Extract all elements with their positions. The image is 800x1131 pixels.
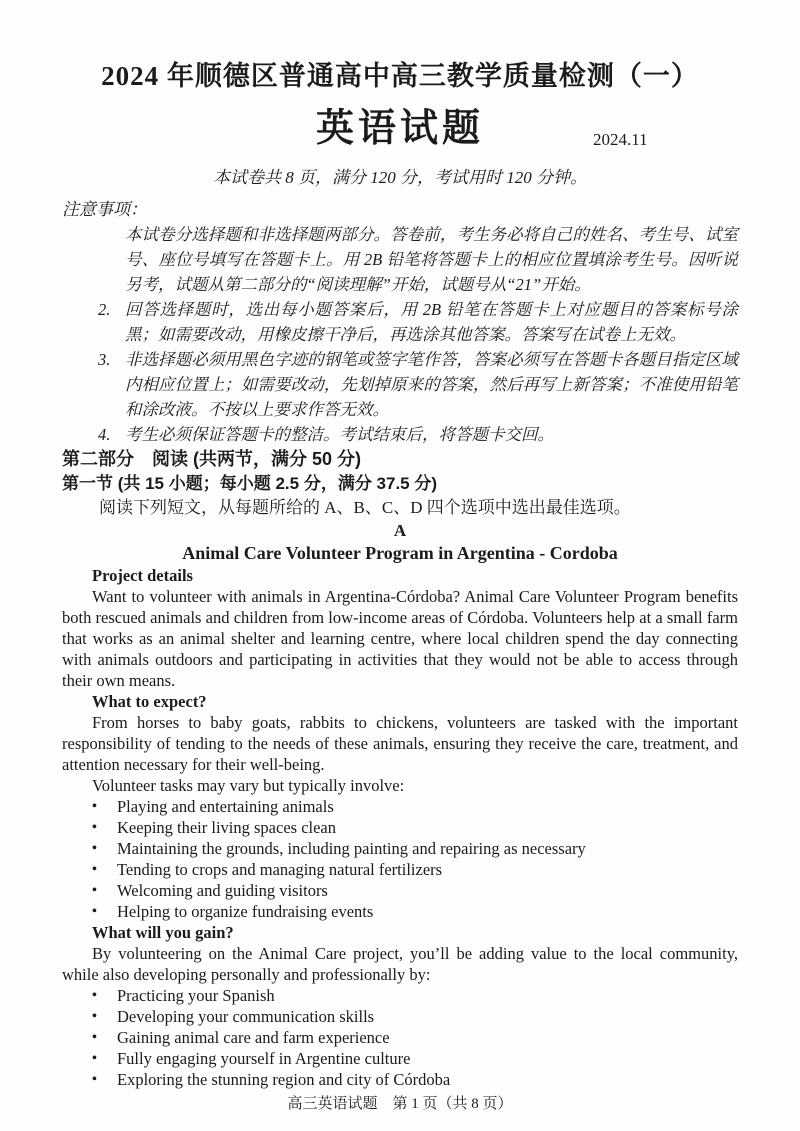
note-item-1 [62,222,738,297]
note-number: 4. [98,425,111,444]
task-text: Welcoming and guiding visitors [117,881,328,900]
bullet-icon: • [92,1030,97,1045]
task-text: Tending to crops and managing natural fertilizers [117,860,443,879]
bullet-icon: • [92,1009,97,1024]
passage-label-a: A [393,521,407,540]
gain-list-item [62,1027,738,1048]
paper-info: 本试卷共 8 页，满分 120 分，考试用时 120 分钟。 [213,168,587,187]
task-list-item [62,817,738,838]
note-text: 考生必须保证答题卡的整洁。考试结束后，将答题卡交回。 [125,425,554,444]
bullet-icon: • [92,988,97,1003]
task-text: Maintaining the grounds, including painting and repairing as necessary [117,839,586,858]
section1-heading: 第一节 (共 15 小题；每小题 2.5 分，满分 37.5 分) [62,474,438,493]
gain-list-item [62,1048,738,1069]
bullet-icon: • [92,1051,97,1066]
bullet-icon: • [92,799,97,814]
part2-heading: 第二部分 阅读 (共两节，满分 50 分) [62,449,362,469]
task-text: Playing and entertaining animals [117,797,334,816]
reading-passage [62,565,738,1090]
task-list-item [62,901,738,922]
tasks-intro: Volunteer tasks may vary but typically involve: [92,776,405,795]
task-list-item [62,880,738,901]
subject-title: 英语试题 [315,107,484,151]
bullet-icon: • [92,904,97,919]
bullet-icon: • [92,820,97,835]
note-text: 非选择题必须用黑色字迹的钢笔或签字笔作答，答案必须写在答题卡各题目指定区域内相应位置上；如需要改动，先划掉原来的答案，然后再写上新答案；不准使用铅笔和涂改液。不按以上要求作答无效。 [125,350,738,419]
note-number: 3. [98,350,111,369]
note-number [98,222,125,297]
notes-heading: 注意事项： [62,200,147,219]
heading-project-details: Project details [92,566,193,585]
bullet-icon: • [92,841,97,856]
exam-date: 2024.11 [593,130,648,149]
gain-text: Exploring the stunning region and city of Córdoba [117,1070,451,1089]
bullet-icon: • [92,883,97,898]
task-list-item [62,796,738,817]
page-footer: 高三英语试题 第 1 页（共 8 页） [287,1096,513,1112]
task-text: Helping to organize fundraising events [117,902,374,921]
gain-text: Practicing your Spanish [117,986,275,1005]
bullet-icon: • [92,862,97,877]
bullet-icon: • [92,1072,97,1087]
exam-title: 2024 年顺德区普通高中高三教学质量检测（一） [101,61,699,91]
note-item-2 [62,297,738,347]
task-list-item [62,859,738,880]
passage-title: Animal Care Volunteer Program in Argentina - Cordoba [182,543,618,563]
note-item-4 [62,422,738,447]
task-list-item [62,838,738,859]
notes-section [62,198,738,447]
paragraph-what-to-expect: From horses to baby goats, rabbits to chickens, volunteers are tasked with the important responsibility of tending to the needs of these animals, ensuring they receive the care, treatment, and attention necessary for their well-being. [62,713,738,774]
gain-list-item [62,1069,738,1090]
note-item-3 [62,347,738,422]
note-number: 2. [98,300,111,319]
heading-what-to-expect: What to expect? [92,692,207,711]
gain-text: Developing your communication skills [117,1007,375,1026]
section-instruction: 阅读下列短文，从每题所给的 A、B、C、D 四个选项中选出最佳选项。 [99,498,631,517]
heading-what-will-you-gain: What will you gain? [92,923,234,942]
gain-text: Gaining animal care and farm experience [117,1028,390,1047]
paragraph-what-will-you-gain: By volunteering on the Animal Care project, you’ll be adding value to the local community, while also developing personally and professionally by: [62,944,738,984]
gain-text: Fully engaging yourself in Argentine culture [117,1049,411,1068]
task-text: Keeping their living spaces clean [117,818,337,837]
paragraph-project-details: Want to volunteer with animals in Argentina-Córdoba? Animal Care Volunteer Program benefits both rescued animals and children from low-income areas of Córdoba. Volunteers help at a small farm that works as an animal shelter and learning centre, where local children spend the day connecting with animals outdoors and participating in activities that they would not be able to access through their own means. [62,587,738,690]
note-text: 回答选择题时，选出每小题答案后，用 2B 铅笔在答题卡上对应题目的答案标号涂黑；如需要改动，用橡皮擦干净后，再选涂其他答案。答案写在试卷上无效。 [125,300,738,344]
subject-row [62,104,738,154]
note-text: 本试卷分选择题和非选择题两部分。答卷前，考生务必将自己的姓名、考生号、试室号、座位号填写在答题卡上。用 2B 铅笔将答题卡上的相应位置填涂考生号。因听说另考，试题从第二部分的“阅读理解”开始，试题号从“21”开始。 [125,225,738,294]
gain-list-item [62,985,738,1006]
gain-list-item [62,1006,738,1027]
